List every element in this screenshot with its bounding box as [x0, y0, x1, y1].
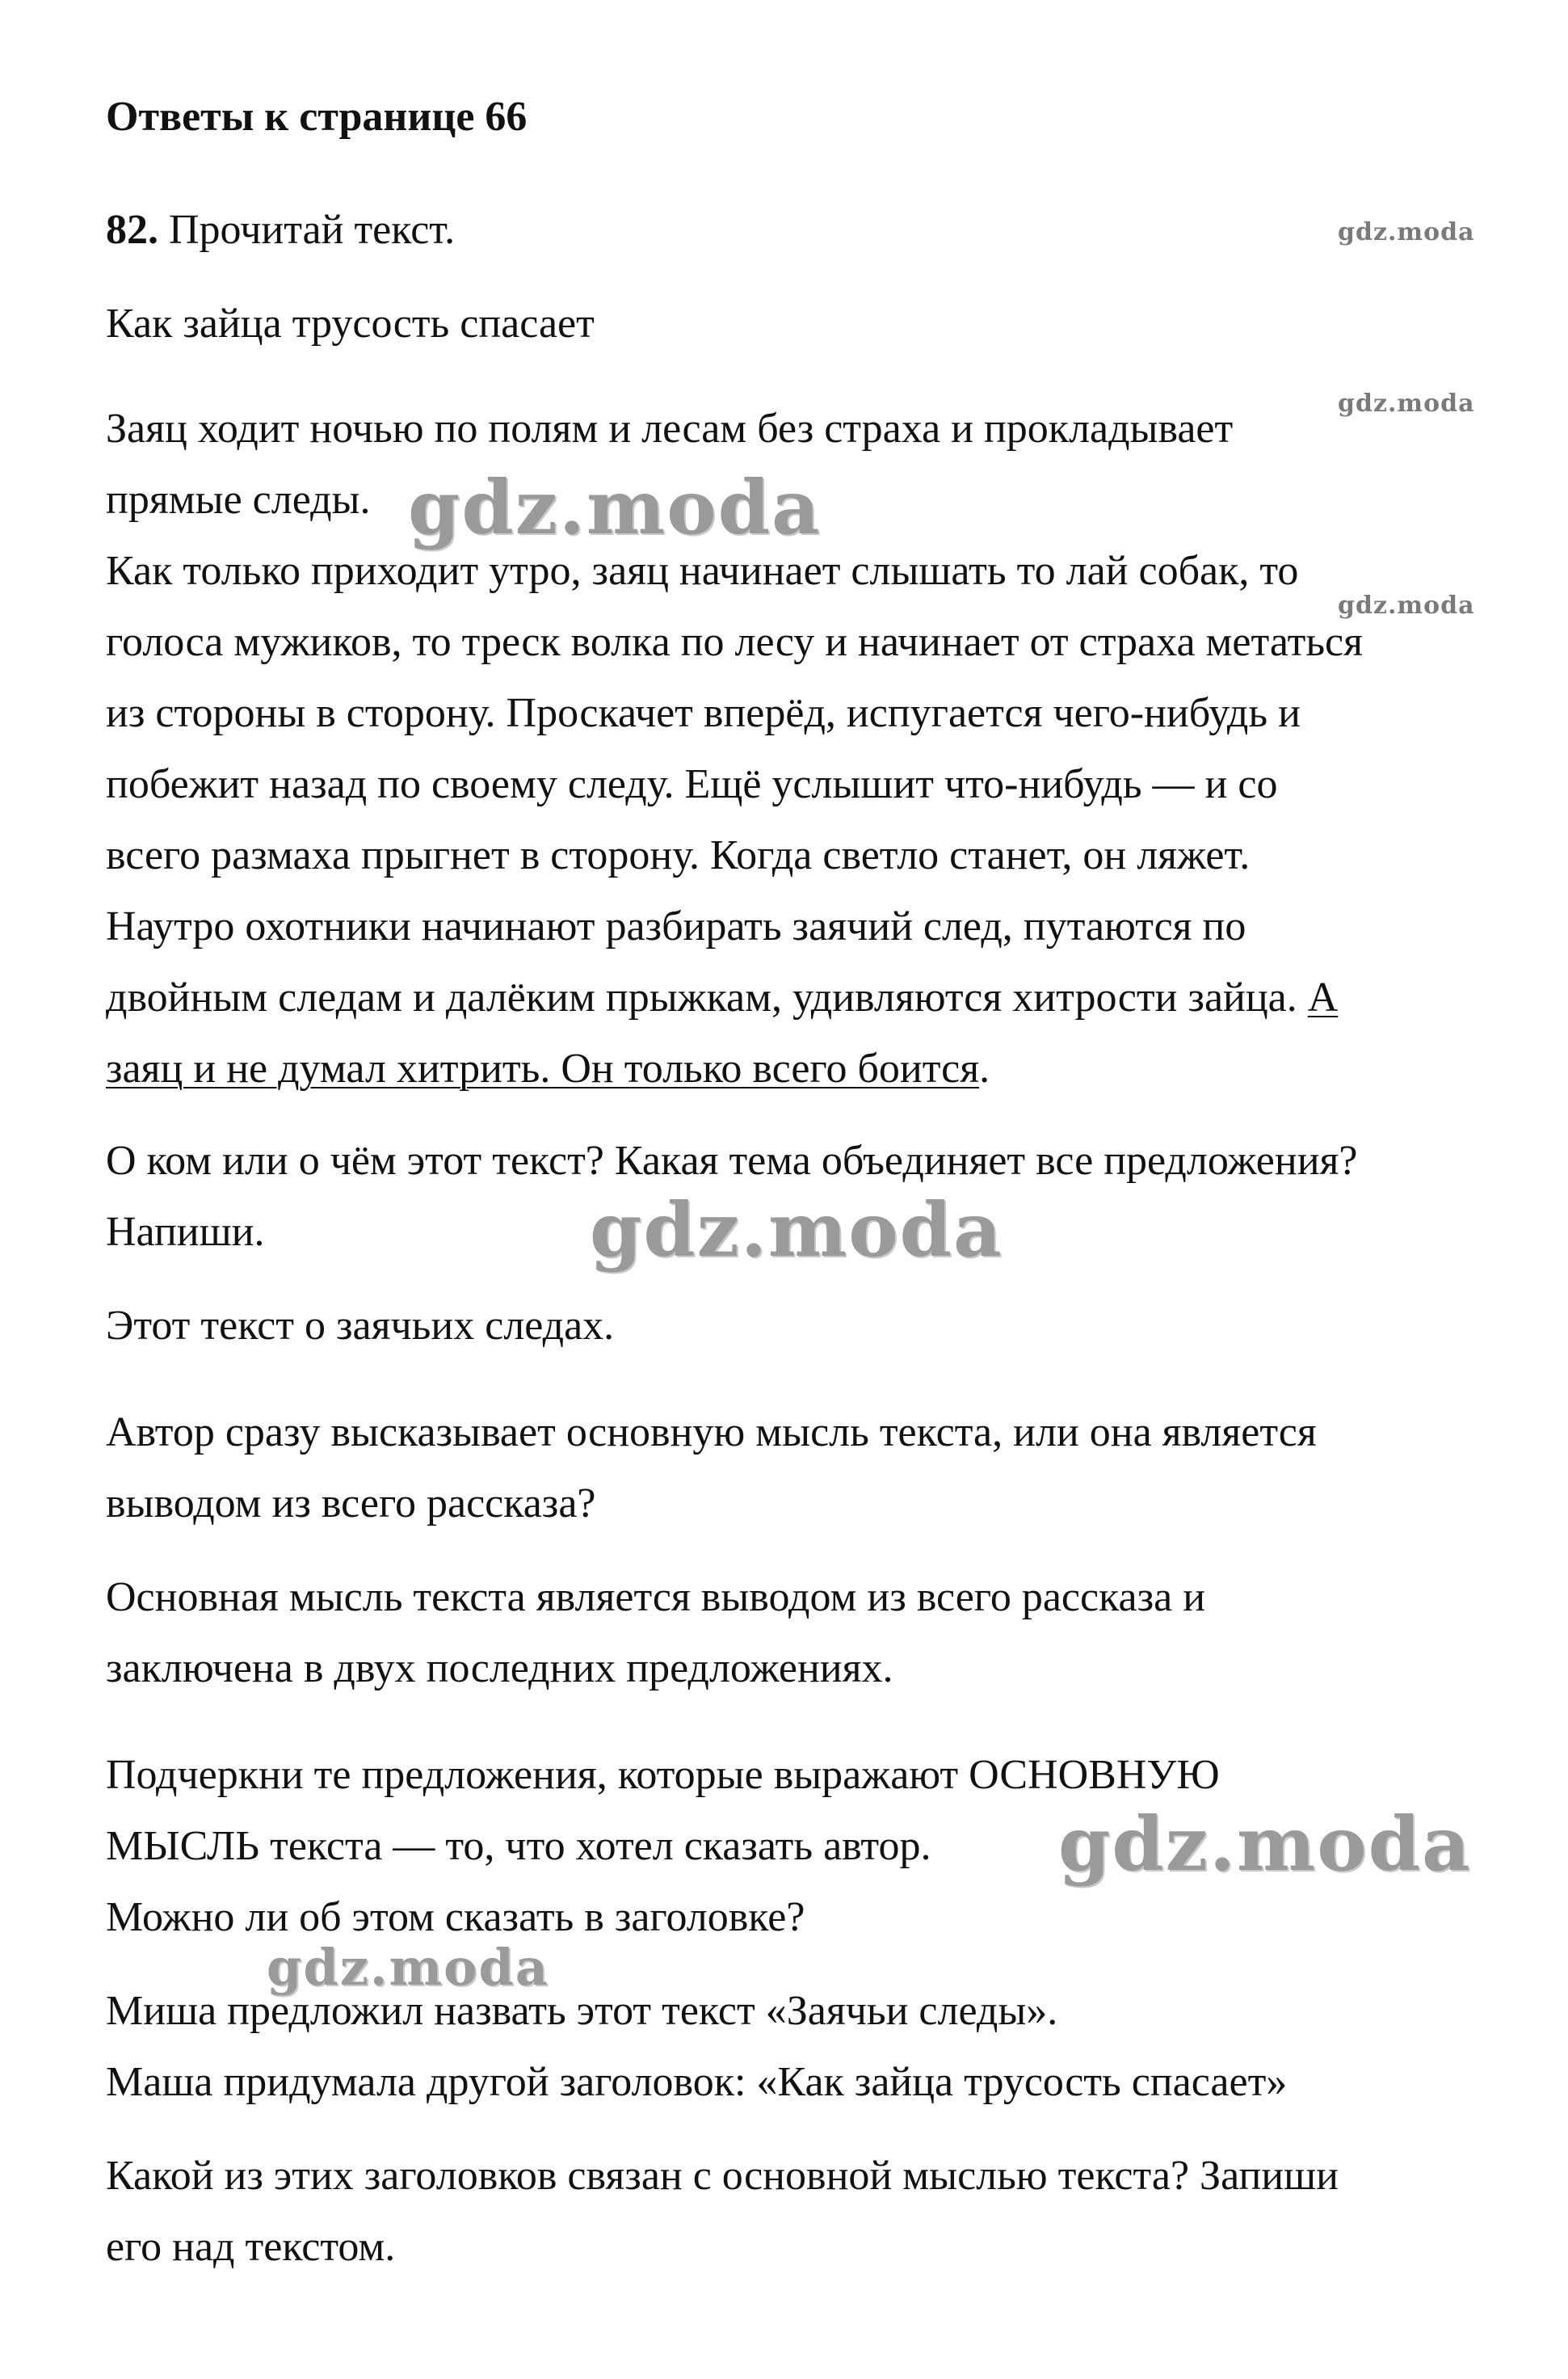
story-line: прямые следы. [106, 477, 371, 523]
task-instruction: Прочитай текст. [169, 207, 456, 253]
watermark: gdz.moda [1338, 389, 1475, 418]
watermark: gdz.moda [1058, 1800, 1472, 1888]
story-line: побежит назад по своему следу. Ещё услышит что-нибудь — и со [106, 761, 1278, 807]
question-line: Миша предложил назвать этот текст «Заячьи следы». [106, 1988, 1058, 2034]
story-line [106, 1044, 990, 1094]
page-heading: Ответы к странице 66 [106, 94, 528, 140]
answer-line: Основная мысль текста является выводом из всего рассказа и [106, 1574, 1206, 1620]
question-line: его над текстом. [106, 2224, 396, 2270]
story-title: Как зайца трусость спасает [106, 301, 595, 347]
watermark: gdz.moda [267, 1938, 549, 1997]
task-number: 82. [106, 207, 158, 253]
question-line: Напиши. [106, 1209, 265, 1255]
underlined-main-idea-start: А [1307, 975, 1339, 1021]
watermark: gdz.moda [1338, 592, 1475, 620]
watermark: gdz.moda [590, 1186, 1003, 1274]
answer-line: заключена в двух последних предложениях. [106, 1645, 893, 1691]
question-line: МЫСЛЬ текста — то, что хотел сказать автор. [106, 1823, 931, 1869]
question-line: выводом из всего рассказа? [106, 1480, 596, 1526]
story-line: всего размаха прыгнет в сторону. Когда светло станет, он ляжет. [106, 832, 1251, 878]
story-line: Как только приходит утро, заяц начинает слышать то лай собак, то [106, 548, 1299, 594]
question-line: Подчеркни те предложения, которые выражают ОСНОВНУЮ [106, 1752, 1220, 1798]
story-line-text: двойным следам и далёким прыжкам, удивляются хитрости зайца. [106, 975, 1308, 1021]
story-line: Заяц ходит ночью по полям и лесам без страха и прокладывает [106, 406, 1234, 452]
question-line: Какой из этих заголовков связан с основной мыслью текста? Запиши [106, 2153, 1339, 2199]
story-line [106, 973, 1338, 1023]
story-line: Наутро охотники начинают разбирать заячий след, путаются по [106, 903, 1246, 949]
watermark: gdz.moda [408, 464, 822, 551]
watermark: gdz.moda [1338, 218, 1475, 246]
question-line: Автор сразу высказывает основную мысль текста, или она является [106, 1409, 1317, 1455]
question-line: О ком или о чём этот текст? Какая тема объединяет все предложения? [106, 1138, 1358, 1184]
task-header [106, 205, 455, 255]
story-line: из стороны в сторону. Проскачет вперёд, испугается чего-нибудь и [106, 690, 1301, 736]
answer-line: Этот текст о заячьих следах. [106, 1303, 615, 1349]
question-line: Можно ли об этом сказать в заголовке? [106, 1894, 805, 1940]
underlined-main-idea: заяц и не думал хитрить. Он только всего боится [106, 1046, 980, 1092]
story-end-punct: . [979, 1046, 990, 1092]
question-line: Маша придумала другой заголовок: «Как зайца трусость спасает» [106, 2059, 1288, 2105]
story-line: голоса мужиков, то треск волка по лесу и начинает от страха метаться [106, 619, 1364, 665]
